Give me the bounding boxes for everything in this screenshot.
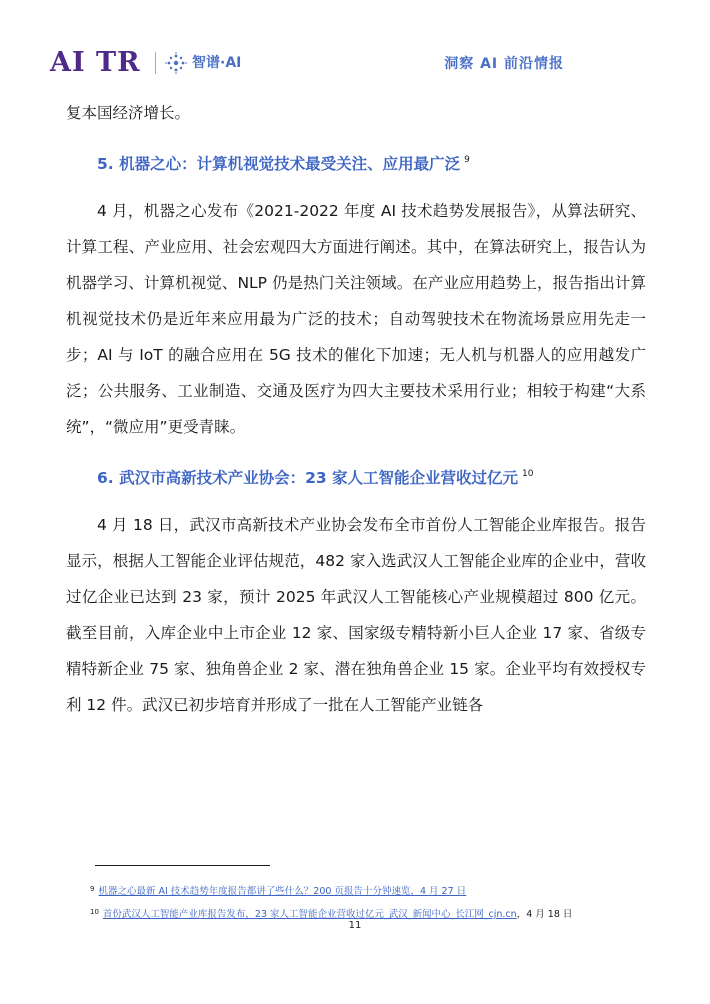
footnote-9 <box>90 879 650 902</box>
page-header <box>0 0 710 90</box>
paragraph-wuhan: 4 月 18 日，武汉市高新技术产业协会发布全市首份人工智能企业库报告。报告显示，根据人工智能企业评估规范，482 家入选武汉人工智能企业库的企业中，营收过亿企业已达到 23 家，预计 2025 年武汉人工智能核心产业规模超过 800 亿元。截至目前，入库企业中上市企业 12 家、国家级专精特新小巨人企业 17 家、省级专精特新企业 75 家、独角兽企业 2 家、潜在独角兽企业 15 家。企业平均有效授权专利 12 件。武汉已初步培育并形成了一批在人工智能产业链各 <box>66 516 646 714</box>
section-heading-6 <box>97 456 646 496</box>
footnote-separator <box>95 865 270 866</box>
zhipu-logo-icon <box>165 52 187 74</box>
footnote-number: 10 <box>90 908 99 916</box>
section-heading-6-text: 6. 武汉市高新技术产业协会：23 家人工智能企业营收过亿元 <box>97 469 519 487</box>
footnotes <box>90 879 650 925</box>
header-tagline: 洞察 AI 前沿情报 <box>444 56 564 72</box>
footnote-suffix: ，4 月 18 日 <box>516 909 573 920</box>
footnote-ref-9[interactable]: 9 <box>464 155 470 165</box>
paragraph-continued: 复本国经济增长。 <box>66 104 191 122</box>
brand-text: 智谱·AI <box>192 55 242 71</box>
footnote-link[interactable]: 机器之心最新 AI 技术趋势年度报告都讲了些什么？200 页报告十分钟速览，4 月 27 日 <box>98 886 467 897</box>
header-divider <box>155 52 156 74</box>
section-heading-5-text: 5. 机器之心：计算机视觉技术最受关注、应用最广泛 <box>97 155 461 173</box>
page-number: 11 <box>348 920 362 931</box>
footnote-number: 9 <box>90 885 95 893</box>
paragraph-jiqizhixin: 4 月，机器之心发布《2021-2022 年度 AI 技术趋势发展报告》，从算法研究、计算工程、产业应用、社会宏观四大方面进行阐述。其中，在算法研究上，报告认为机器学习、计算机视觉、NLP 仍是热门关注领域。在产业应用趋势上，报告指出计算机视觉技术仍是近年来应用最为广泛的技术；自动驾驶技术在物流场景应用先走一步；AI 与 IoT 的融合应用在 5G 技术的催化下加速；无人机与机器人的应用越发广泛；公共服务、工业制造、交通及医疗为四大主要技术采用行业；相较于构建“大系统”，“微应用”更受青睐。 <box>66 202 646 436</box>
aitr-logo: AI TR <box>50 47 141 78</box>
footnote-link[interactable]: 首份武汉人工智能产业库报告发布，23 家人工智能企业营收过亿元_武汉_新闻中心_长江网_cjn.cn <box>102 909 517 920</box>
document-body <box>66 95 646 723</box>
section-heading-5 <box>97 142 646 182</box>
footnote-ref-10[interactable]: 10 <box>522 469 534 479</box>
